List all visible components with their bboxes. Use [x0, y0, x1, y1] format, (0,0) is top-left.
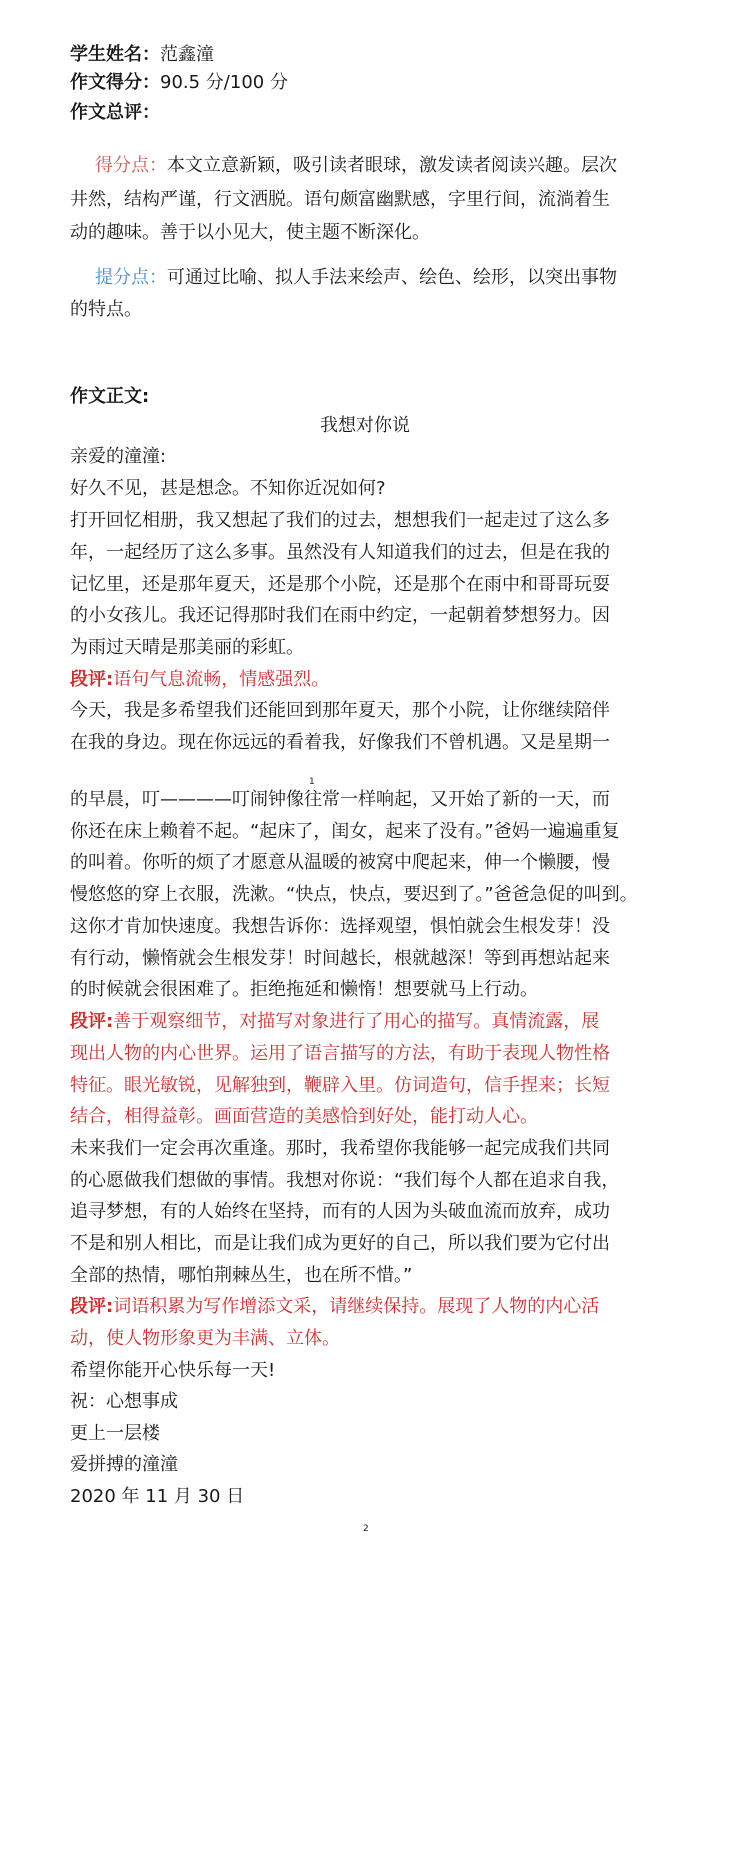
- essay-label: 作文正文:: [70, 386, 150, 407]
- comment-1-text: 语句气息流畅，情感强烈。: [113, 669, 330, 690]
- comment-2-line-2: 现出人物的内心世界。运用了语言描写的方法，有助于表现人物性格: [70, 1043, 610, 1064]
- page-marker-2: 2: [363, 1524, 369, 1534]
- date: 2020 年 11 月 30 日: [70, 1486, 245, 1507]
- merit-line-1: [95, 153, 617, 179]
- score-label: 作文得分：: [70, 72, 160, 93]
- merit-text-1: 本文立意新颖，吸引读者眼球，激发读者阅读兴趣。层次: [167, 155, 617, 176]
- score-row: [70, 70, 288, 96]
- p4-line-4: 慢悠悠的穿上衣服，洗漱。“快点，快点，要迟到了。”爸爸急促的叫到。: [70, 884, 638, 905]
- student-name-row: [70, 42, 214, 68]
- improve-line-2: 的特点。: [70, 299, 142, 320]
- improve-label: 提分点：: [95, 267, 167, 288]
- comment-3-label: 段评:: [70, 1296, 114, 1317]
- improve-line-1: [95, 265, 617, 291]
- p2-line-2: 年，一起经历了这么多事。虽然没有人知道我们的过去，但是在我的: [70, 542, 610, 563]
- comment-1-label: 段评:: [70, 669, 114, 690]
- improve-text-1: 可通过比喻、拟人手法来绘声、绘色、绘形，以突出事物: [167, 267, 617, 288]
- p3-line-2: 在我的身边。现在你远远的看着我，好像我们不曾机遇。又是星期一: [70, 732, 610, 753]
- comment-2-line-4: 结合，相得益彰。画面营造的美感恰到好处，能打动人心。: [70, 1106, 538, 1127]
- p2-line-3: 记忆里，还是那年夏天，还是那个小院，还是那个在雨中和哥哥玩耍: [70, 574, 610, 595]
- paragraph-1: 好久不见，甚是想念。不知你近况如何?: [70, 478, 386, 499]
- signature: 爱拼搏的潼潼: [70, 1454, 178, 1475]
- p2-line-4: 的小女孩儿。我还记得那时我们在雨中约定，一起朝着梦想努力。因: [70, 605, 610, 626]
- closing-blessing: 祝：心想事成: [70, 1391, 178, 1412]
- comment-3-text-1: 词语积累为写作增添文采，请继续保持。展现了人物的内心活: [113, 1296, 600, 1317]
- p3-line-1: 今天，我是多希望我们还能回到那年夏天，那个小院，让你继续陪伴: [70, 700, 610, 721]
- salutation: 亲爱的潼潼:: [70, 446, 167, 467]
- essay-title: 我想对你说: [320, 415, 410, 436]
- merit-label: 得分点：: [95, 155, 167, 176]
- comment-2-line-3: 特征。眼光敏锐，见解独到，鞭辟入里。仿词造句，信手捏来；长短: [70, 1075, 610, 1096]
- comment-2-label: 段评:: [70, 1011, 114, 1032]
- score-value: 90.5 分/100 分: [160, 72, 288, 93]
- p4-line-6: 有行动，懒惰就会生根发芽！时间越长，根就越深！等到再想站起来: [70, 948, 610, 969]
- comment-3-line-1: [70, 1294, 599, 1320]
- page-marker-1: 1: [309, 777, 315, 787]
- comment-2-line-1: [70, 1009, 599, 1035]
- p4-line-5: 这你才肯加快速度。我想告诉你：选择观望，惧怕就会生根发芽！没: [70, 916, 610, 937]
- closing-wish: 希望你能开心快乐每一天!: [70, 1360, 276, 1381]
- student-name-label: 学生姓名：: [70, 44, 160, 65]
- p4-line-7: 的时候就会很困难了。拒绝拖延和懒惰！想要就马上行动。: [70, 979, 538, 1000]
- p5-line-2: 的心愿做我们想做的事情。我想对你说：“我们每个人都在追求自我，: [70, 1170, 620, 1191]
- p2-line-5: 为雨过天晴是那美丽的彩虹。: [70, 637, 304, 658]
- comment-1: [70, 667, 329, 693]
- p5-line-5: 全部的热情，哪怕荆棘丛生，也在所不惜。”: [70, 1265, 413, 1286]
- p4-line-3: 的叫着。你听的烦了才愿意从温暖的被窝中爬起来，伸一个懒腰，慢: [70, 852, 610, 873]
- p4-line-2: 你还在床上赖着不起。“起床了，闺女，起来了没有。”爸妈一遍遍重复: [70, 821, 620, 842]
- p2-line-1: 打开回忆相册，我又想起了我们的过去，想想我们一起走过了这么多: [70, 510, 610, 531]
- merit-line-2: 井然，结构严谨，行文洒脱。语句颇富幽默感，字里行间，流淌着生: [70, 189, 610, 210]
- closing-blessing-2: 更上一层楼: [70, 1423, 160, 1444]
- student-name-value: 范鑫潼: [160, 44, 214, 65]
- p4-line-1: 的早晨，叮————叮闹钟像往常一样响起，又开始了新的一天，而: [70, 789, 610, 810]
- p5-line-3: 追寻梦想，有的人始终在坚持，而有的人因为头破血流而放弃，成功: [70, 1201, 610, 1222]
- p5-line-1: 未来我们一定会再次重逢。那时，我希望你我能够一起完成我们共同: [70, 1138, 610, 1159]
- p5-line-4: 不是和别人相比，而是让我们成为更好的自己，所以我们要为它付出: [70, 1233, 610, 1254]
- comment-2-text-1: 善于观察细节，对描写对象进行了用心的描写。真情流露，展: [113, 1011, 600, 1032]
- merit-line-3: 动的趣味。善于以小见大，使主题不断深化。: [70, 222, 430, 243]
- review-label: 作文总评：: [70, 102, 160, 123]
- comment-3-line-2: 动，使人物形象更为丰满、立体。: [70, 1328, 340, 1349]
